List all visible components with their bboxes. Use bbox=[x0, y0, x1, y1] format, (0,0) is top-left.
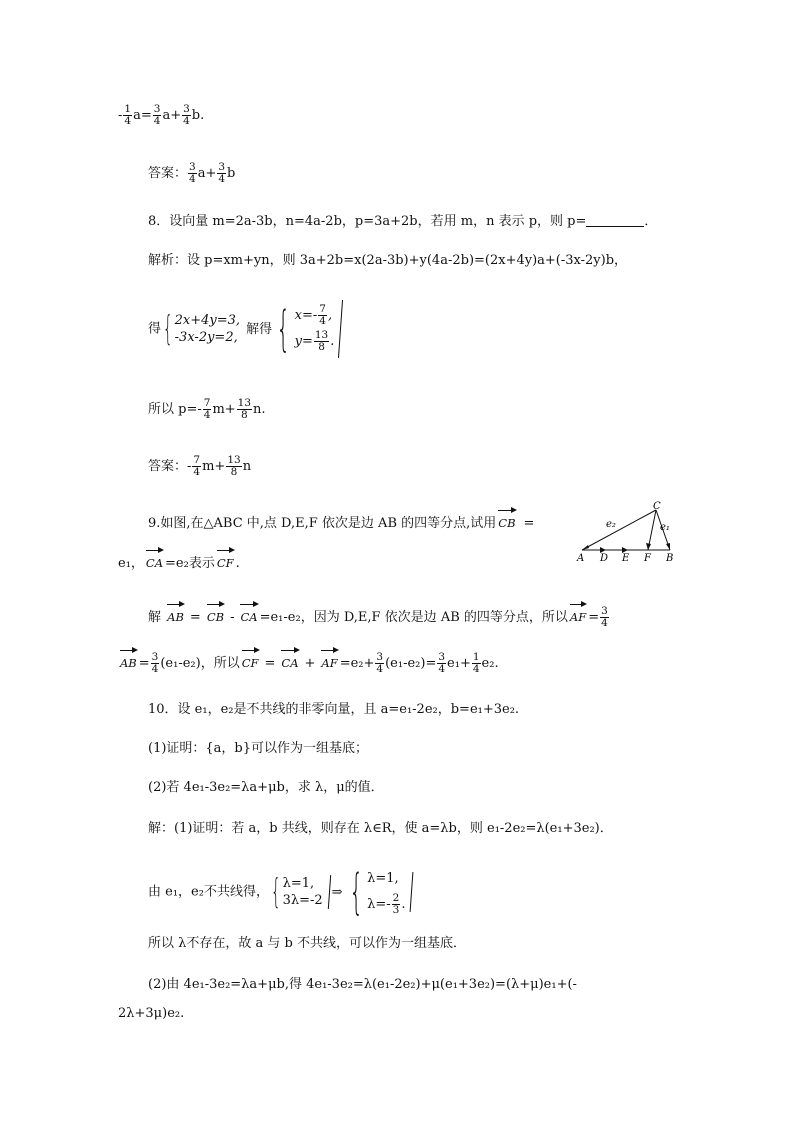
fraction bbox=[188, 162, 197, 185]
label-c: C bbox=[653, 501, 661, 512]
triangle-figure bbox=[574, 500, 684, 568]
fraction bbox=[600, 606, 609, 629]
q8-so-line bbox=[148, 398, 266, 421]
q10-solution-line5 bbox=[118, 1005, 184, 1023]
vector-ab: AB bbox=[120, 648, 137, 672]
frac-den: 4 bbox=[203, 409, 211, 421]
frac-num: 3 bbox=[183, 103, 190, 115]
system-row: λ=1, bbox=[282, 876, 315, 891]
frac-num: 7 bbox=[203, 397, 211, 409]
question-10-stem bbox=[148, 701, 519, 719]
text: ． bbox=[644, 214, 658, 229]
fraction bbox=[217, 162, 226, 185]
text: b bbox=[227, 166, 236, 181]
vector-ca: CA bbox=[240, 602, 257, 626]
frac-den: 4 bbox=[601, 617, 608, 629]
solution-text: 所以 λ不存在，故 a 与 b 不共线，可以作为一组基底． bbox=[148, 936, 466, 951]
answer-label: 答案： bbox=[148, 166, 188, 181]
frac-den: 4 bbox=[183, 115, 190, 127]
text: n. bbox=[253, 402, 266, 417]
text: y= bbox=[294, 334, 313, 349]
frac-num: 3 bbox=[601, 605, 608, 617]
text: . bbox=[235, 556, 240, 571]
text: (e₁-e₂)= bbox=[385, 656, 437, 671]
system-row: -3x-2y=2, bbox=[174, 330, 238, 345]
text: b. bbox=[191, 108, 205, 123]
top-equation bbox=[118, 104, 204, 127]
text: = bbox=[264, 656, 276, 671]
vector-ab: AB bbox=[167, 602, 184, 626]
frac-num: 1 bbox=[124, 103, 132, 115]
answer-8 bbox=[148, 455, 251, 478]
text: 由 e₁，e₂不共线得， bbox=[148, 884, 269, 900]
frac-den: 4 bbox=[151, 663, 159, 675]
text: 得 bbox=[148, 321, 162, 337]
text: e₂. bbox=[481, 656, 499, 671]
fraction bbox=[192, 455, 201, 478]
text: e₁， bbox=[118, 556, 144, 571]
text: . bbox=[401, 897, 406, 912]
implies-icon: ⇒ bbox=[331, 884, 343, 900]
system-row: 3λ=-2 bbox=[282, 893, 323, 908]
question-10-part2 bbox=[148, 779, 384, 797]
text: = bbox=[189, 610, 201, 625]
fraction bbox=[437, 652, 446, 675]
system-row: 2x+4y=3, bbox=[174, 313, 241, 328]
frac-den: 4 bbox=[438, 663, 446, 675]
text: , bbox=[327, 308, 333, 323]
arrow-cb-icon bbox=[666, 543, 670, 550]
fraction bbox=[318, 304, 327, 327]
answer-blank bbox=[586, 226, 644, 227]
text: = bbox=[588, 610, 600, 625]
brace: { bbox=[162, 309, 173, 349]
text: 所以 p=- bbox=[148, 402, 202, 417]
frac-num: 3 bbox=[376, 651, 384, 663]
q8-system bbox=[148, 300, 341, 358]
label-d: D bbox=[600, 553, 609, 564]
text: 解得 bbox=[246, 321, 273, 337]
system-row bbox=[367, 892, 405, 918]
fraction bbox=[226, 455, 241, 478]
text: m+ bbox=[202, 459, 226, 474]
fraction bbox=[203, 398, 212, 421]
frac-den: 4 bbox=[124, 115, 132, 127]
label-e2: e₂ bbox=[606, 519, 616, 530]
frac-num: 2 bbox=[392, 892, 400, 904]
q10-solution-system bbox=[148, 866, 412, 918]
text: - bbox=[230, 610, 235, 625]
bracket-bar bbox=[327, 875, 330, 909]
frac-den: 4 bbox=[218, 173, 226, 185]
text: =e₂表示 bbox=[165, 556, 215, 571]
text: . bbox=[330, 334, 335, 349]
text: a+ bbox=[162, 108, 182, 123]
answer-label: 答案：- bbox=[148, 459, 192, 474]
label-f: F bbox=[644, 553, 651, 564]
fraction bbox=[237, 398, 252, 421]
text: =e₁-e₂，因为 D,E,F 依次是边 AB 的四等分点，所以 bbox=[259, 610, 568, 625]
label-b: B bbox=[666, 553, 674, 564]
fraction bbox=[182, 104, 191, 127]
vector-cb: CB bbox=[207, 602, 224, 626]
frac-den: 8 bbox=[230, 466, 238, 478]
segment-ac bbox=[582, 510, 656, 550]
vector-cf: CF bbox=[217, 548, 234, 572]
frac-num: 13 bbox=[237, 397, 252, 409]
text: a+ bbox=[197, 166, 217, 181]
q10-solution-line4 bbox=[148, 976, 577, 994]
frac-den: 4 bbox=[319, 315, 326, 327]
system-row: λ=1, bbox=[367, 871, 399, 886]
text: a= bbox=[133, 108, 152, 123]
q8-solution-line1 bbox=[148, 252, 627, 270]
frac-den: 8 bbox=[241, 409, 248, 421]
frac-den: 4 bbox=[376, 663, 384, 675]
text: + bbox=[304, 656, 316, 671]
brace: { bbox=[270, 872, 281, 912]
system-row bbox=[295, 303, 335, 329]
text: e₁+ bbox=[447, 656, 471, 671]
vector-cf: CF bbox=[242, 648, 259, 672]
text: λ=- bbox=[367, 897, 391, 912]
question-text: (2)若 4e₁-3e₂=λa+μb，求 λ，μ的值． bbox=[148, 780, 384, 795]
label-e: E bbox=[622, 553, 630, 564]
equation-system bbox=[345, 866, 413, 918]
vector-af: AF bbox=[570, 602, 586, 626]
frac-num: 3 bbox=[151, 651, 159, 663]
solution-text: 解：(1)证明：若 a，b 共线，则存在 λ∈R，使 a=λb，则 e₁-2e₂=λ(e₁+3e₂)． bbox=[148, 821, 613, 836]
question-text: 8．设向量 m=2a-3b，n=4a-2b，p=3a+2b，若用 m，n 表示 p，则 p= bbox=[148, 214, 587, 229]
frac-num: 3 bbox=[438, 651, 446, 663]
q9-solution-line1 bbox=[148, 602, 610, 629]
question-9-line2 bbox=[118, 548, 240, 573]
frac-num: 1 bbox=[472, 651, 480, 663]
text: n bbox=[242, 459, 252, 474]
brace: { bbox=[276, 301, 291, 357]
solution-text: (2)由 4e₁-3e₂=λa+μb,得 4e₁-3e₂=λ(e₁-2e₂)+μ(e₁+3e₂)=(λ+μ)e₁+(- bbox=[148, 977, 577, 992]
frac-num: 13 bbox=[314, 329, 329, 341]
question-text: 10．设 e₁，e₂是不共线的非零向量，且 a=e₁-2e₂，b=e₁+3e₂. bbox=[148, 702, 520, 717]
fraction bbox=[472, 652, 481, 675]
fraction bbox=[151, 652, 160, 675]
frac-den: 8 bbox=[318, 341, 325, 353]
frac-num: 3 bbox=[153, 103, 161, 115]
q10-solution-line3 bbox=[148, 935, 466, 953]
label-a: A bbox=[577, 553, 585, 564]
question-text: (1)证明：{a，b}可以作为一组基底； bbox=[148, 741, 369, 756]
q10-solution-line1 bbox=[148, 820, 613, 838]
frac-den: 4 bbox=[189, 173, 196, 185]
frac-num: 3 bbox=[189, 161, 196, 173]
equation-system bbox=[269, 872, 330, 912]
frac-den: 4 bbox=[193, 466, 201, 478]
text: = bbox=[523, 516, 535, 531]
text: =e₂+ bbox=[339, 656, 375, 671]
frac-num: 7 bbox=[193, 454, 201, 466]
label-e1: e₁ bbox=[660, 522, 670, 533]
text: = bbox=[138, 656, 150, 671]
bracket-bar bbox=[410, 872, 414, 912]
fraction bbox=[392, 893, 401, 916]
frac-num: 3 bbox=[218, 161, 226, 173]
answer-7 bbox=[148, 162, 235, 185]
question-9-line1 bbox=[148, 508, 534, 533]
brace: { bbox=[348, 864, 363, 920]
arrow-ca-icon bbox=[582, 545, 589, 550]
frac-den: 4 bbox=[472, 663, 480, 675]
fraction bbox=[153, 104, 162, 127]
system-row bbox=[295, 329, 335, 355]
question-8 bbox=[148, 213, 657, 231]
text: x=- bbox=[294, 308, 318, 323]
solution-text: 2λ+3μ)e₂. bbox=[118, 1006, 185, 1021]
arrow-cf-icon bbox=[646, 543, 651, 550]
text: m+ bbox=[212, 402, 236, 417]
vector-cb: CB bbox=[498, 508, 515, 532]
vector-ca: CA bbox=[281, 648, 298, 672]
frac-num: 13 bbox=[227, 454, 241, 466]
vector-af: AF bbox=[321, 648, 337, 672]
question-10-part1 bbox=[148, 740, 368, 758]
fraction bbox=[314, 330, 329, 353]
equation-system bbox=[161, 309, 241, 349]
fraction bbox=[375, 652, 384, 675]
frac-den: 4 bbox=[153, 115, 161, 127]
solution-text: 解析：设 p=xm+yn，则 3a+2b=x(2a-3b)+y(4a-2b)=(2x+4y)a+(-3x-2y)b， bbox=[148, 253, 628, 268]
minus-sign: - bbox=[118, 108, 123, 123]
bracket-bar bbox=[338, 300, 343, 358]
fraction bbox=[123, 104, 132, 127]
q9-solution-line2 bbox=[118, 648, 499, 675]
text: (e₁-e₂)，所以 bbox=[160, 656, 240, 671]
solution-system bbox=[272, 300, 341, 358]
vector-ca: CA bbox=[146, 548, 163, 572]
frac-num: 7 bbox=[319, 303, 326, 315]
text: 解 bbox=[148, 610, 162, 625]
question-text: 9.如图,在△ABC 中,点 D,E,F 依次是边 AB 的四等分点,试用 bbox=[148, 516, 497, 531]
frac-den: 3 bbox=[392, 904, 400, 916]
